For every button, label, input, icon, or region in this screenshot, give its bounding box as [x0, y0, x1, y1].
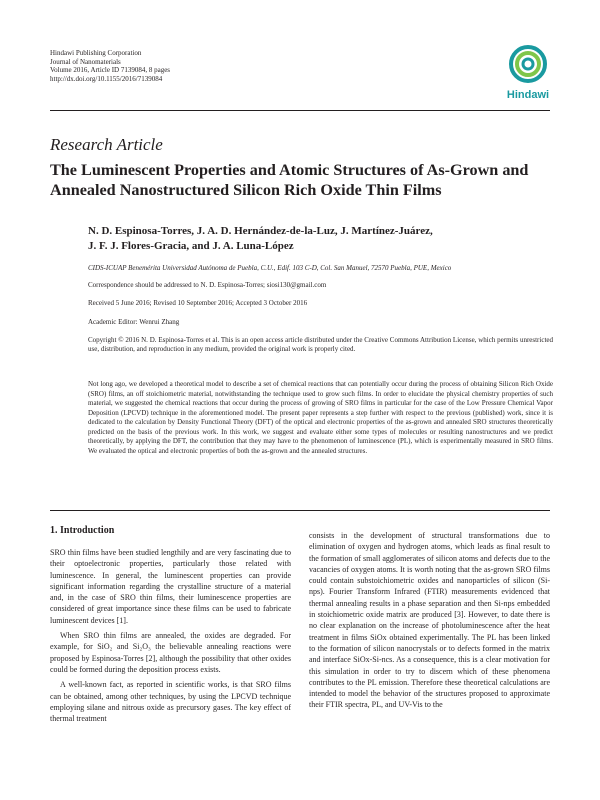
article-title: The Luminescent Properties and Atomic Structures of As-Grown and Annealed Nanostructured Silicon Rich Oxide Thin Films: [50, 161, 529, 199]
correspondence: Correspondence should be addressed to N. D. Espinosa-Torres; siosi130@gmail.com: [88, 281, 327, 289]
logo-text: Hindawi: [506, 89, 550, 101]
section-rule: [50, 510, 550, 511]
publisher-name: Hindawi Publishing Corporation: [50, 49, 142, 57]
paragraph: consists in the development of structural transformations due to elimination of oxygen and hydrogen atoms, which leads as final result to the formation of small agglomerates of silicon atoms and defects due to the vacancies of oxygen atoms. It is worth noting that the as-grown SRO films could contain substoichiometric oxides and nanoparticles of silicon (Si-nps). Fourier Transform Infrared (FTIR) measurements evidenced that thermal annealing results in a phase separation and then Si-nps embedded in stoichiometric oxide matrix are produced [3]. However, to date there is no clear explanation on the increase of photoluminescence after the heat treatment in films SiOx obtained experimentally. The PL has been linked to the formation of silicon nanocrystals or to defects formed in the matrix and interface SiOx-Si-ncs. As a consequence, this is a clear motivation for this simulation in order to try to discern which of these phenomena contributes to the PL emission. Therefore these theoretical calculations are intended to model the behavior of the structures proposed to approximate their FTIR spectra, PL, and UV-Vis to the: [309, 531, 550, 710]
header-rule: [50, 110, 550, 111]
authors-line-1: N. D. Espinosa-Torres, J. A. D. Hernández-de-la-Luz, J. Martínez-Juárez,: [88, 225, 433, 237]
academic-editor: Academic Editor: Wenrui Zhang: [88, 318, 180, 326]
abstract: Not long ago, we developed a theoretical model to describe a set of chemical reactions that can potentially occur during the process of obtaining Silicon Rich Oxide (SRO) films, an off stoichiometric material, notwithstanding the technique used to grow such films. In order to elucidate the physical chemistry properties of such material, we suggested the chemical reactions that occur during the process of growing of SRO films in particular for the case of the Low Pressure Chemical Vapor Deposition (LPCVD) technique in the aforementioned model. The present paper represents a step further with respect to the previous (published) work, since it is dedicated to the calculation by Density Functional Theory (DFT) of the optical and electronic properties of the as-grown and annealed SRO structures theoretically predicted on the basis of the previous work. In this work, we suggest and evaluate either some types of molecules or resulting nanostructures and we predict theoretically, by applying the DFT, the contribution that they may have to the phenomenon of luminescence (PL), which is experimentally measured in SRO films. We evaluated the optical and electronic properties of both the as-grown and the annealed structures.: [88, 380, 553, 455]
hindawi-logo-icon: [502, 42, 554, 102]
publication-dates: Received 5 June 2016; Revised 10 September 2016; Accepted 3 October 2016: [88, 299, 308, 307]
affiliation: CIDS-ICUAP Benemérita Universidad Autónoma de Puebla, C.U., Edif. 103 C-D, Col. San Manuel, 72570 Puebla, PUE, Mexico: [88, 264, 452, 272]
paragraph: A well-known fact, as reported in scientific works, is that SRO films can be obtained, among other techniques, by using the LPCVD technique employing silane and nitrous oxide as precursory gases. The key effect of thermal treatment: [50, 680, 291, 724]
right-column: [309, 530, 550, 711]
paragraph: SRO thin films have been studied lengthily and are very fascinating due to their optoelectronic properties, particularly those related with luminescence. In general, the luminescent properties can provide significant information regarding the crystalline structure of a material and, in the case of SRO thin films, their luminescence properties are considered of great importance since these films can be used to fabricate luminescent devices [1].: [50, 548, 291, 625]
hindawi-logo: [502, 42, 554, 102]
copyright-notice: Copyright © 2016 N. D. Espinosa-Torres et al. This is an open access article distributed under the Creative Commons Attribution License, which permits unrestricted use, distribution, and reproduction in any medium, provided the original work is properly cited.: [88, 336, 553, 354]
authors-line-2: J. F. J. Flores-Gracia, and J. A. Luna-López: [88, 240, 294, 252]
section-heading: 1. Introduction: [50, 525, 115, 536]
journal-name: Journal of Nanomaterials: [50, 57, 121, 66]
paragraph: When SRO thin films are annealed, the oxides are degraded. For example, for SiO₂ and Si₂O₃ the believable annealing reactions were proposed by Espinosa-Torres [2], although the possibility that other oxides could be formed during the deposition process exists.: [50, 631, 291, 674]
author-list: [88, 224, 508, 254]
volume-info: Volume 2016, Article ID 7139084, 8 pages: [50, 66, 171, 75]
article-type: Research Article: [50, 135, 163, 154]
journal-header: [50, 49, 170, 83]
doi-link[interactable]: http://dx.doi.org/10.1155/2016/7139084: [50, 74, 163, 83]
left-column: [50, 547, 291, 724]
